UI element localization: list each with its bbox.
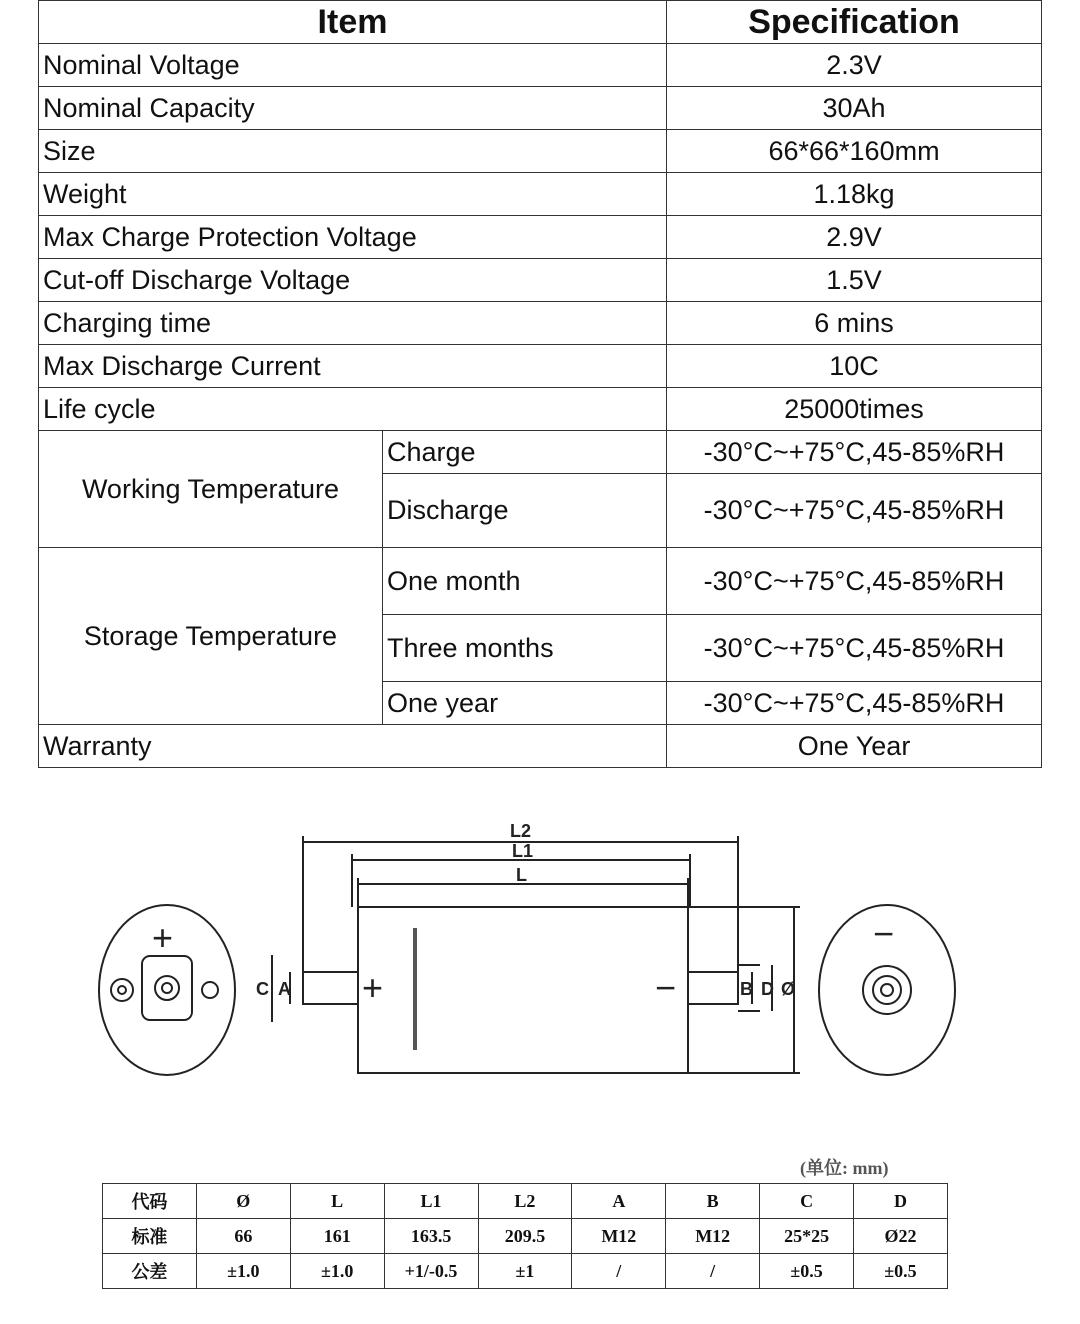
dim-cell: ±1.0: [196, 1254, 290, 1289]
terminal-ring-icon: [155, 976, 179, 1000]
row-item: Nominal Capacity: [39, 87, 667, 130]
row-item: Weight: [39, 173, 667, 216]
sub-item: Three months: [383, 615, 667, 682]
table-row: [39, 87, 1042, 130]
dim-cell: M12: [666, 1219, 760, 1254]
label-a: A: [278, 979, 291, 999]
dim-cell: ±0.5: [854, 1254, 948, 1289]
dimension-table: [102, 1183, 948, 1289]
dim-cell: C: [760, 1184, 854, 1219]
spec-header-row: [39, 1, 1042, 44]
dim-cell: L2: [478, 1184, 572, 1219]
vent-hole-icon: [118, 986, 126, 994]
row-item: Charging time: [39, 302, 667, 345]
header-item: Item: [39, 1, 667, 44]
terminal-ring-icon: [162, 983, 172, 993]
dim-cell: 代码: [103, 1184, 197, 1219]
dim-cell: 209.5: [478, 1219, 572, 1254]
row-value: -30°C~+75°C,45-85%RH: [667, 474, 1042, 548]
table-row: [39, 130, 1042, 173]
label-l2: L2: [510, 821, 532, 841]
header-specification: Specification: [667, 1, 1042, 44]
label-c: C: [256, 979, 269, 999]
row-value: -30°C~+75°C,45-85%RH: [667, 431, 1042, 474]
row-value: -30°C~+75°C,45-85%RH: [667, 682, 1042, 725]
row-value: 25000times: [667, 388, 1042, 431]
dim-cell: L: [290, 1184, 384, 1219]
label-l: L: [516, 865, 527, 885]
table-row: [39, 431, 1042, 474]
row-item: Size: [39, 130, 667, 173]
table-row: [39, 302, 1042, 345]
dim-cell: 163.5: [384, 1219, 478, 1254]
row-value: 10C: [667, 345, 1042, 388]
dim-cell: ±1: [478, 1254, 572, 1289]
sub-item: One year: [383, 682, 667, 725]
table-row: [39, 173, 1042, 216]
dim-cell: M12: [572, 1219, 666, 1254]
dim-cell: Ø22: [854, 1219, 948, 1254]
positive-terminal-square: [142, 956, 192, 1020]
dim-cell: A: [572, 1184, 666, 1219]
negative-symbol-body: −: [655, 967, 677, 1008]
row-value: 6 mins: [667, 302, 1042, 345]
positive-symbol: +: [152, 917, 174, 958]
terminal-ring-icon: [863, 966, 911, 1014]
row-item: Life cycle: [39, 388, 667, 431]
table-row: [39, 388, 1042, 431]
row-value: 2.9V: [667, 216, 1042, 259]
dim-cell: 公差: [103, 1254, 197, 1289]
row-item: Max Charge Protection Voltage: [39, 216, 667, 259]
terminal-ring-icon: [881, 984, 893, 996]
terminal-ring-icon: [873, 976, 901, 1004]
row-value: 1.5V: [667, 259, 1042, 302]
sub-item: Discharge: [383, 474, 667, 548]
dim-standard-row: [103, 1219, 948, 1254]
dim-cell: 标准: [103, 1219, 197, 1254]
storage-temperature-label: Storage Temperature: [39, 548, 383, 725]
positive-terminal: [303, 972, 358, 1004]
label-l1: L1: [512, 841, 534, 861]
dim-cell: /: [572, 1254, 666, 1289]
sub-item: Charge: [383, 431, 667, 474]
dim-cell: /: [666, 1254, 760, 1289]
row-value: 66*66*160mm: [667, 130, 1042, 173]
cell-body: [358, 907, 688, 1073]
table-row: [39, 44, 1042, 87]
vent-hole-icon: [202, 982, 218, 998]
dim-cell: ±1.0: [290, 1254, 384, 1289]
label-d: D: [761, 979, 774, 999]
dim-cell: D: [854, 1184, 948, 1219]
warranty-item: Warranty: [39, 725, 667, 768]
row-item: Max Discharge Current: [39, 345, 667, 388]
dim-cell: 161: [290, 1219, 384, 1254]
label-phi: Ø: [781, 979, 796, 999]
row-value: 30Ah: [667, 87, 1042, 130]
dim-cell: L1: [384, 1184, 478, 1219]
negative-terminal: [688, 972, 738, 1004]
row-value: -30°C~+75°C,45-85%RH: [667, 615, 1042, 682]
spec-table: [38, 0, 1042, 768]
dim-code-row: [103, 1184, 948, 1219]
table-row: [39, 345, 1042, 388]
positive-symbol-body: +: [362, 967, 384, 1008]
dim-cell: +1/-0.5: [384, 1254, 478, 1289]
dim-cell: B: [666, 1184, 760, 1219]
row-value: 1.18kg: [667, 173, 1042, 216]
row-item: Cut-off Discharge Voltage: [39, 259, 667, 302]
unit-note: (单位: mm): [800, 1158, 889, 1178]
dim-cell: ±0.5: [760, 1254, 854, 1289]
dim-cell: 66: [196, 1219, 290, 1254]
negative-symbol: −: [873, 913, 895, 954]
row-item: Nominal Voltage: [39, 44, 667, 87]
dim-cell: 25*25: [760, 1219, 854, 1254]
vent-hole-icon: [111, 979, 133, 1001]
table-row: [39, 725, 1042, 768]
table-row: [39, 216, 1042, 259]
warranty-value: One Year: [667, 725, 1042, 768]
dim-tolerance-row: [103, 1254, 948, 1289]
row-value: -30°C~+75°C,45-85%RH: [667, 548, 1042, 615]
label-b: B: [740, 979, 753, 999]
dim-cell: Ø: [196, 1184, 290, 1219]
cell-dimension-drawing: [60, 800, 990, 1100]
table-row: [39, 548, 1042, 615]
sub-item: One month: [383, 548, 667, 615]
row-value: 2.3V: [667, 44, 1042, 87]
table-row: [39, 259, 1042, 302]
working-temperature-label: Working Temperature: [39, 431, 383, 548]
